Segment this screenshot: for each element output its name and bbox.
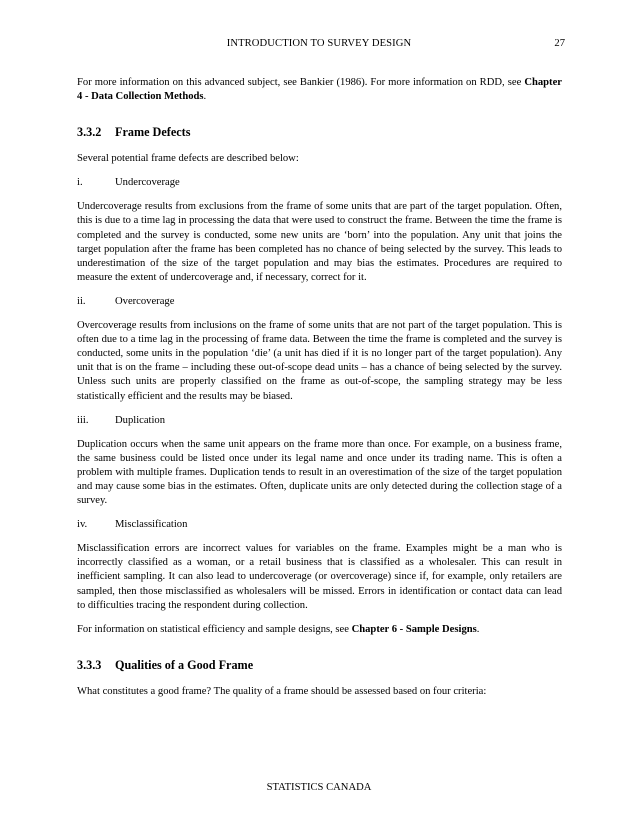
list-item-heading <box>77 295 562 309</box>
list-item-label: Undercoverage <box>115 177 180 189</box>
intro-paragraph <box>77 76 562 104</box>
closing-paragraph <box>77 623 562 637</box>
list-item-number: ii. <box>77 295 86 307</box>
list-item-heading <box>77 414 562 428</box>
section-title: Frame Defects <box>115 125 191 140</box>
overcoverage-paragraph: Overcoverage results from inclusions on the frame of some units that are not part of the target population. This is often due to a time lag in the processing of frame data. Between the time the frame is completed and the survey is conducted, some units in the population ‘die’ (a unit has died if it is no longer part of the target population). Any unit that is on the frame – including these out-of-scope dead units – has a chance of being selected by the survey. Unless such units are properly classified on the frame as out-of-scope, the sampling strategy may be less statistically efficient and the results may be biased. <box>77 320 562 402</box>
list-item-number: iii. <box>77 414 89 426</box>
section-heading-3-3-2 <box>77 124 562 140</box>
misclassification-paragraph: Misclassification errors are incorrect values for variables on the frame. Examples might be a man who is incorrectly classified as a woman, or a retail business that is classified as a wholesaler. This can result in inefficient sampling. It can also lead to undercoverage (or overcoverage) since if, for example, only retailers are sampled, then those misclassified as wholesalers will be missed. Errors in identification or contact data can lead to difficulties tracing the respondent during collection. <box>77 543 562 611</box>
section-number: 3.3.3 <box>77 657 102 672</box>
list-item-heading <box>77 518 562 532</box>
list-item-number: i. <box>77 177 83 189</box>
list-item-label: Duplication <box>115 414 166 426</box>
closing-chapter-reference: Chapter 6 - Sample Designs <box>351 623 477 635</box>
intro-period: . <box>203 91 207 103</box>
running-footer: STATISTICS CANADA <box>266 782 372 793</box>
section-title: Qualities of a Good Frame <box>115 657 254 672</box>
intro-chapter-reference: Chapter 4 - Data Collection Methods <box>77 77 562 103</box>
list-item-number: iv. <box>77 519 88 531</box>
intro-text: For more information on this advanced subject, see Bankier (1986). For more information on RDD, see <box>77 77 522 88</box>
section-3-3-3-paragraph: What constitutes a good frame? The quality of a frame should be assessed based on four criteria: <box>77 685 487 697</box>
closing-period: . <box>476 623 480 635</box>
running-header-title: INTRODUCTION TO SURVEY DESIGN <box>226 38 412 49</box>
list-item-label: Misclassification <box>115 519 188 531</box>
closing-text: For information on statistical efficiency and sample designs, see <box>77 623 349 635</box>
undercoverage-paragraph: Undercoverage results from exclusions from the frame of some units that are part of the target population. Often, this is due to a time lag in processing the data that were used to construct the frame. Between the time the frame is completed and the survey is conducted, some new units are ‘born’ into the population. Any unit that joins the target population after the frame has been completed has no chance of being selected by the survey. This leads to underestimation of the size of the target population and may bias the estimates. Procedures are required to measure the extent of undercoverage and, if necessary, correct for it. <box>77 201 562 283</box>
section-lead: Several potential frame defects are described below: <box>77 153 299 165</box>
list-item-label: Overcoverage <box>115 295 175 307</box>
page-body <box>77 76 562 699</box>
page-number: 27 <box>554 38 565 49</box>
section-heading-3-3-3 <box>77 657 562 673</box>
list-item-heading <box>77 176 562 190</box>
duplication-paragraph: Duplication occurs when the same unit appears on the frame more than once. For example, on a business frame, the same business could be listed once under its legal name and once under its trading name. This is often a problem with multiple frames. Duplication tends to result in an overestimation of the size of the target population and may cause some bias in the estimates. Often, duplicate units are only detected during the collection stage of a survey. <box>77 438 562 507</box>
section-number: 3.3.2 <box>77 125 102 140</box>
